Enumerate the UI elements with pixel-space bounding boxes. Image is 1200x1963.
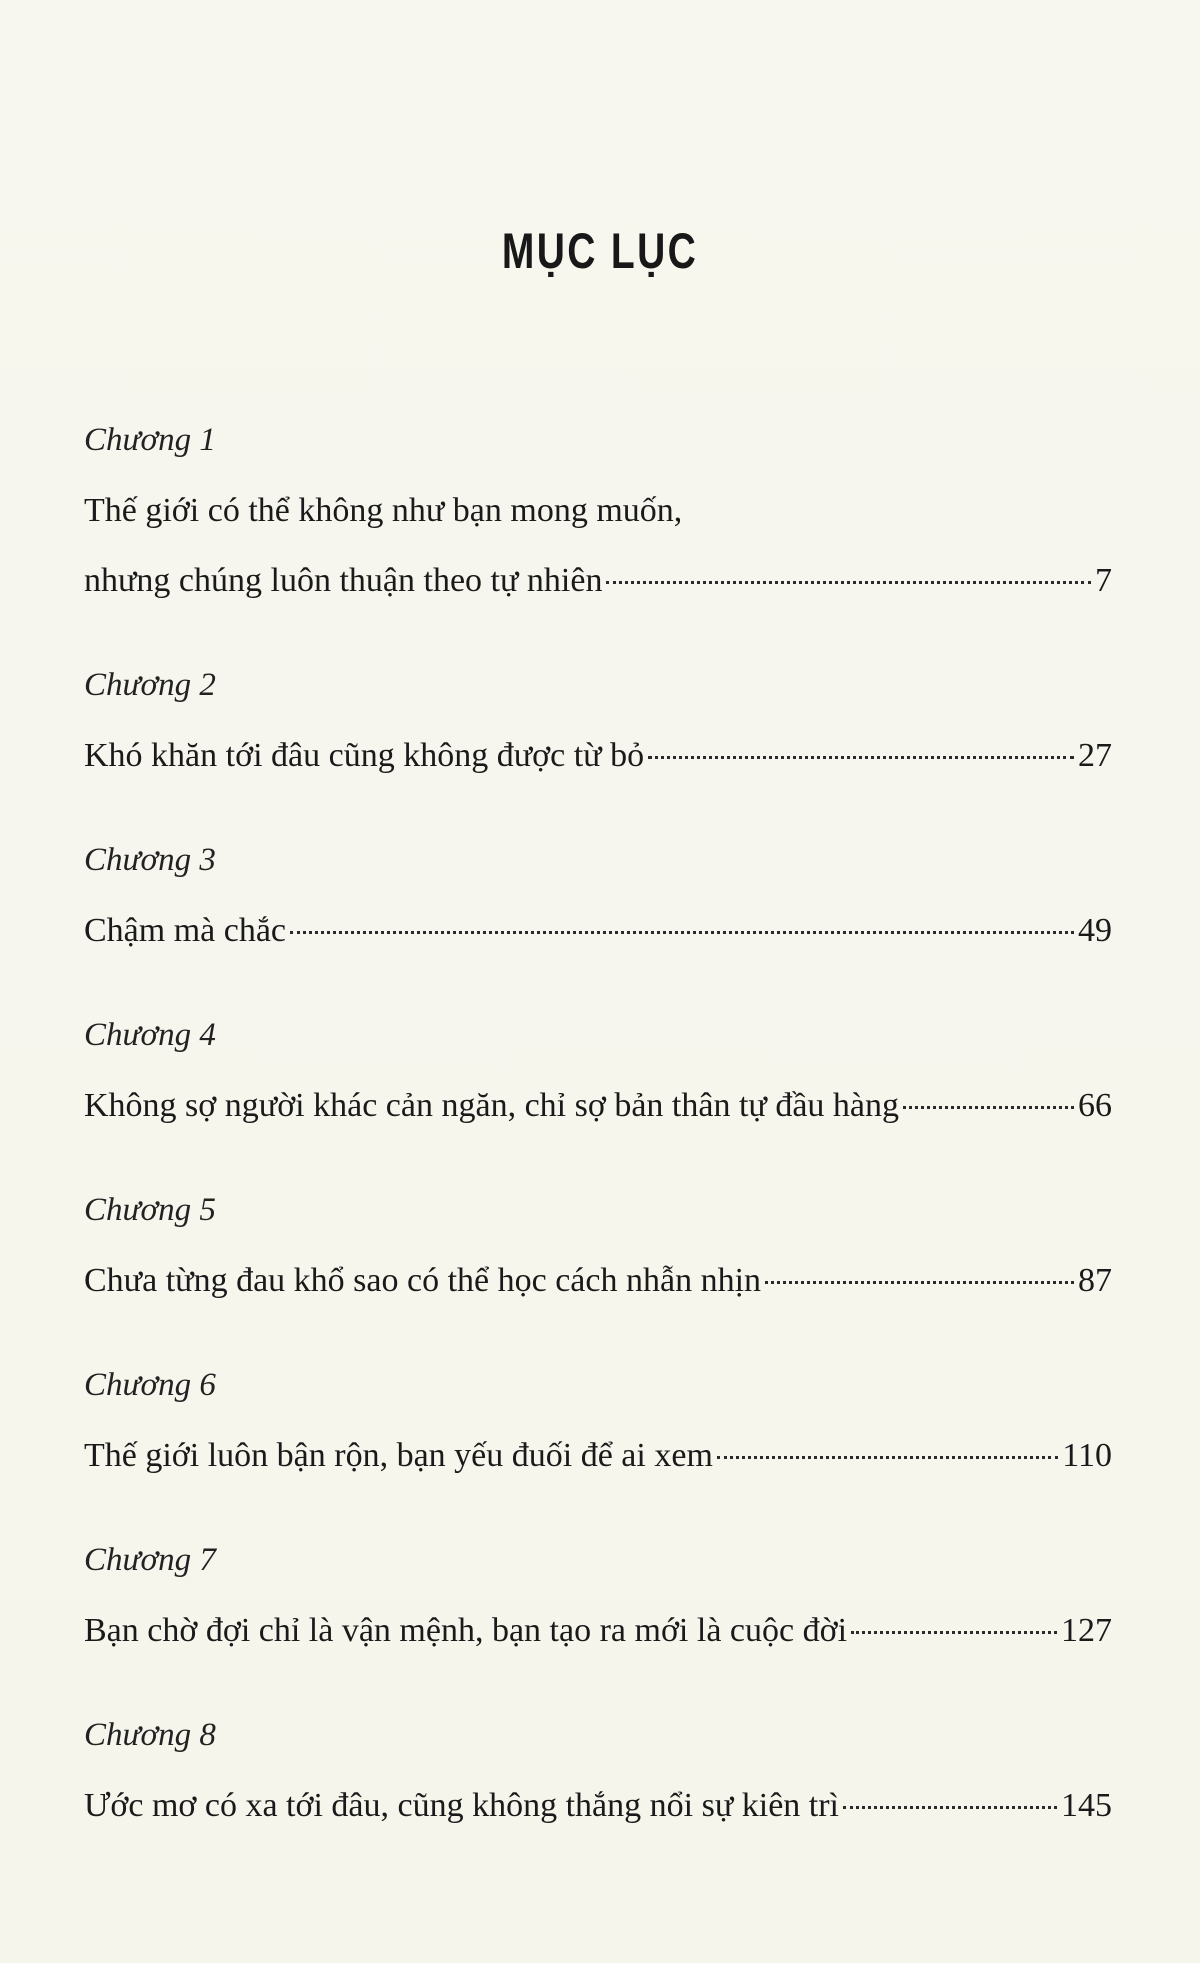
- chapter-label: Chương 2: [84, 667, 216, 703]
- toc-entry-8: [84, 1715, 1112, 1890]
- page-number: 27: [1078, 737, 1112, 774]
- toc-entry-7: [84, 1540, 1112, 1715]
- toc-entry-1: [84, 420, 1112, 665]
- entry-title-line: [84, 912, 1112, 950]
- entry-title-line: [84, 737, 1112, 775]
- chapter-label: Chương 3: [84, 842, 216, 878]
- chapter-label: Chương 1: [84, 422, 216, 458]
- entry-title-text: Thế giới luôn bận rộn, bạn yếu đuối để ai xem: [84, 1437, 713, 1474]
- chapter-label: Chương 6: [84, 1367, 216, 1403]
- page-number: 87: [1078, 1262, 1112, 1299]
- chapter-label: Chương 5: [84, 1192, 216, 1228]
- entry-title-line: [84, 1437, 1112, 1475]
- page-number: 145: [1061, 1787, 1112, 1824]
- toc-entry-6: [84, 1365, 1112, 1540]
- dot-leader: [903, 1106, 1074, 1109]
- page-number: 66: [1078, 1087, 1112, 1124]
- chapter-label: Chương 7: [84, 1542, 216, 1578]
- dot-leader: [606, 581, 1091, 584]
- entry-title-line: [84, 1262, 1112, 1300]
- dot-leader: [717, 1456, 1058, 1459]
- toc-entry-4: [84, 1015, 1112, 1190]
- entry-title-text: Ước mơ có xa tới đâu, cũng không thắng nổi sự kiên trì: [84, 1787, 840, 1824]
- entry-title-line: [84, 492, 1112, 530]
- dot-leader: [843, 1806, 1057, 1809]
- page-title: MỤC LỤC: [501, 223, 699, 279]
- page-number: 49: [1078, 912, 1112, 949]
- entry-title-line: [84, 1087, 1112, 1125]
- dot-leader: [648, 756, 1074, 759]
- entry-title-line: [84, 1612, 1112, 1650]
- entry-title-text: Chậm mà chắc: [84, 912, 287, 949]
- entry-title-text: Chưa từng đau khổ sao có thể học cách nhẫn nhịn: [84, 1262, 762, 1299]
- page-number: 7: [1095, 562, 1112, 599]
- page-number: 110: [1062, 1437, 1112, 1474]
- toc-entry-5: [84, 1190, 1112, 1365]
- entry-title-text: Bạn chờ đợi chỉ là vận mệnh, bạn tạo ra mới là cuộc đời: [84, 1612, 848, 1649]
- chapter-label: Chương 4: [84, 1017, 216, 1053]
- toc-entry-2: [84, 665, 1112, 840]
- table-of-contents: [84, 420, 1112, 1890]
- dot-leader: [851, 1631, 1057, 1634]
- entry-title-line: [84, 1787, 1112, 1825]
- toc-entry-3: [84, 840, 1112, 1015]
- dot-leader: [765, 1281, 1074, 1284]
- entry-title-text: Khó khăn tới đâu cũng không được từ bỏ: [84, 737, 645, 774]
- entry-title-text: Không sợ người khác cản ngăn, chỉ sợ bản thân tự đầu hàng: [84, 1087, 900, 1124]
- entry-title-text: Thế giới có thể không như bạn mong muốn,: [84, 492, 683, 529]
- entry-title-text: nhưng chúng luôn thuận theo tự nhiên: [84, 562, 603, 599]
- chapter-label: Chương 8: [84, 1717, 216, 1753]
- dot-leader: [290, 931, 1074, 934]
- entry-title-line: [84, 562, 1112, 600]
- page-number: 127: [1061, 1612, 1112, 1649]
